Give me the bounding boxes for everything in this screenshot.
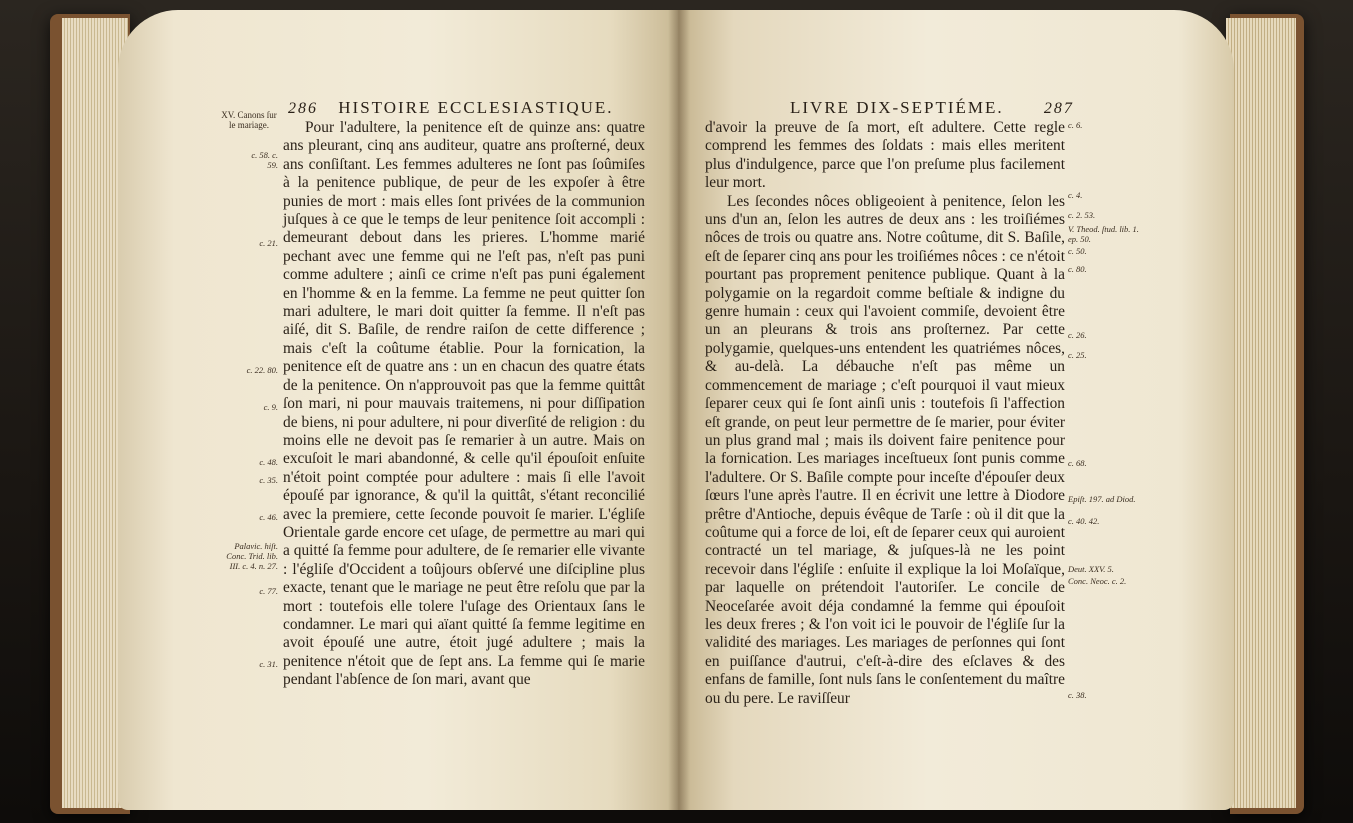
right-margin-note-10: Epiſt. 197. ad Diod.	[1068, 494, 1136, 504]
right-page-text	[705, 119, 1065, 708]
right-margin-note-11: c. 40. 42.	[1068, 516, 1100, 526]
left-margin-note-2: c. 58. c. 59.	[251, 150, 278, 170]
right-margin-note-5: c. 50.	[1068, 246, 1087, 256]
left-margin-note-11: c. 31.	[259, 659, 278, 669]
right-margin-note-9: c. 68.	[1068, 458, 1087, 468]
left-margin-note-10: c. 77.	[259, 586, 278, 596]
left-margin-note-5: c. 9.	[263, 402, 278, 412]
left-margin-note-6: c. 48.	[259, 457, 278, 467]
right-margin-note-12: Deut. XXV. 5.	[1068, 564, 1114, 574]
right-margin-note-13: Conc. Neoc. c. 2.	[1068, 576, 1127, 586]
right-paragraph-1: d'avoir la preuve de ſa mort, eſt adultere. Cette regle comprend les femmes des ſoldats : mais elles meritent plus d'indulgence, parce que l'on preſume plus facilement leur mort.	[705, 119, 1065, 192]
right-running-head: LIVRE DIX-SEPTIÉME.	[790, 98, 1004, 117]
right-margin-note-3: c. 2. 53.	[1068, 210, 1096, 220]
left-margin-note-7: c. 35.	[259, 475, 278, 485]
left-margin-note-1: XV. Canons ſur le mariage.	[221, 110, 277, 130]
right-margin-note-1: c. 6.	[1068, 120, 1083, 130]
right-page-number: 287	[1043, 100, 1074, 117]
left-page-header	[288, 98, 614, 118]
left-running-head: HISTOIRE ECCLESIASTIQUE.	[338, 98, 614, 117]
left-margin-note-8: c. 46.	[259, 512, 278, 522]
right-margin-note-6: c. 80.	[1068, 264, 1087, 274]
left-margin-note-3: c. 21.	[259, 238, 278, 248]
left-page-number: 286	[288, 100, 318, 117]
right-margin-note-2: c. 4.	[1068, 190, 1083, 200]
right-margin-note-7: c. 26.	[1068, 330, 1087, 340]
right-margin-note-8: c. 25.	[1068, 350, 1087, 360]
page-edges-right	[1226, 18, 1296, 808]
right-page-header	[790, 98, 1074, 118]
right-margin-note-14: c. 38.	[1068, 690, 1087, 700]
left-page-text	[283, 119, 645, 690]
book-gutter	[668, 10, 690, 810]
right-paragraph-2: Les ſecondes nôces obligeoient à penitence, ſelon les uns d'un an, ſelon les autres de deux ans : les troiſiémes nôces de trois ou quatre ans. Notre coûtume, dit S. Baſile, eſt de ſeparer cinq ans pour les troiſiémes nôces : ce n'étoit pourtant pas proprement penitence publique. Quant à la polygamie on la regardoit comme beſtiale & indigne du genre humain : ceux qui l'avoient commiſe, devoient être un an pleurans & trois ans proſternez. Par cette polygamie, quelques-uns entendent les quatriémes nôces, & au-delà. La débauche n'eſt pas même un commencement de mariage ; c'eſt pourquoi il vaut mieux ſeparer ceux qui ſe ſont ainſi unis : toutefois ſi l'affection eſt grande, on peut leur permettre de ſe marier, pour éviter un plus grand mal ; mais ils doivent faire penitence pour la fornication. Les mariages inceſtueux ſont punis comme l'adultere. Or S. Baſile compte pour inceſte d'épouſer deux ſœurs l'une après l'autre. Il en écrivit une lettre à Diodore prêtre d'Antioche, depuis évêque de Tarſe : où il dit que la coûtume qui a force de loi, eſt de ſeparer ceux qui auroient contracté un tel mariage, & juſques-là ne les point recevoir dans l'égliſe : enſuite il explique la loi Moſaïque, par laquelle on prétendoit l'autoriſer. Le concile de Neoceſarée avoit déja condamné la femme qui épouſoit les deux freres ; & l'on voit ici le pouvoir de l'égliſe ſur la validité des mariages. Les mariages de perſonnes qui ſont en puiſſance d'autrui, c'eſt-à-dire des eſclaves & des enfans de famille, ſont nuls ſans le conſentement du maître ou du pere. Le raviſſeur	[705, 192, 1065, 707]
left-paragraph-1: Pour l'adultere, la penitence eſt de quinze ans: quatre ans pleurant, cinq ans auditeur, quatre ans proſterné, deux ans conſiſtant. Les femmes adulteres ne ſont pas ſoûmiſes à la penitence publique, de peur de les expoſer à être punies de mort : mais elles ſont privées de la communion juſques à ce que le temps de leur penitence ſoit accompli : demeurant debout dans les prieres. L'homme marié pechant avec une femme qui ne l'eſt pas, n'eſt pas puni comme adultere ; ainſi ce crime n'eſt pas puni également en l'homme & en la femme. La femme ne peut quitter ſon mari adultere, le mari doit quitter ſa femme. Il n'eſt pas aiſé, dit S. Baſile, de rendre raiſon de cette difference ; mais c'eſt la coûtume établie. Pour la fornication, la penitence eſt de quatre ans : un en chacun des quatre états de la penitence. On n'approuvoit pas que la femme quittât ſon mari, ni pour mauvais traitemens, ni pour diſſipation de biens, ni pour adultere, ni pour diverſité de religion : du moins elle ne devoit pas ſe remarier à un autre. Mais on excuſoit le mari abandonné, & celle qu'il épouſoit enſuite n'étoit point comptée pour adultere : mais ſi elle l'avoit épouſé par ignorance, & qu'il la quittât, s'étant reconcilié avec la premiere, cette ſeconde pouvoit ſe marier. L'égliſe Orientale garde encore cet uſage, de permettre au mari qui a quitté ſa femme pour adultere, de ſe remarier elle vivante : l'égliſe d'Occident a toûjours obſervé une diſcipline plus exacte, tenant que le mariage ne peut être reſolu que par la mort : toutefois elle tolere l'uſage des Orientaux ſans le condamner. Le mari qui aïant quitté ſa femme legitime en avoit épouſé une autre, étoit jugé adultere ; mais la penitence n'étoit que de ſept ans. La femme qui ſe marie pendant l'abſence de ſon mari, avant que	[283, 119, 645, 689]
left-margin-note-4: c. 22. 80.	[246, 365, 278, 375]
left-margin-note-9: Palavic. hiſt. Conc. Trid. lib. III. c. 4. n. 27.	[226, 541, 278, 571]
right-margin-note-4: V. Theod. ſtud. lib. 1. ep. 50.	[1068, 224, 1139, 244]
